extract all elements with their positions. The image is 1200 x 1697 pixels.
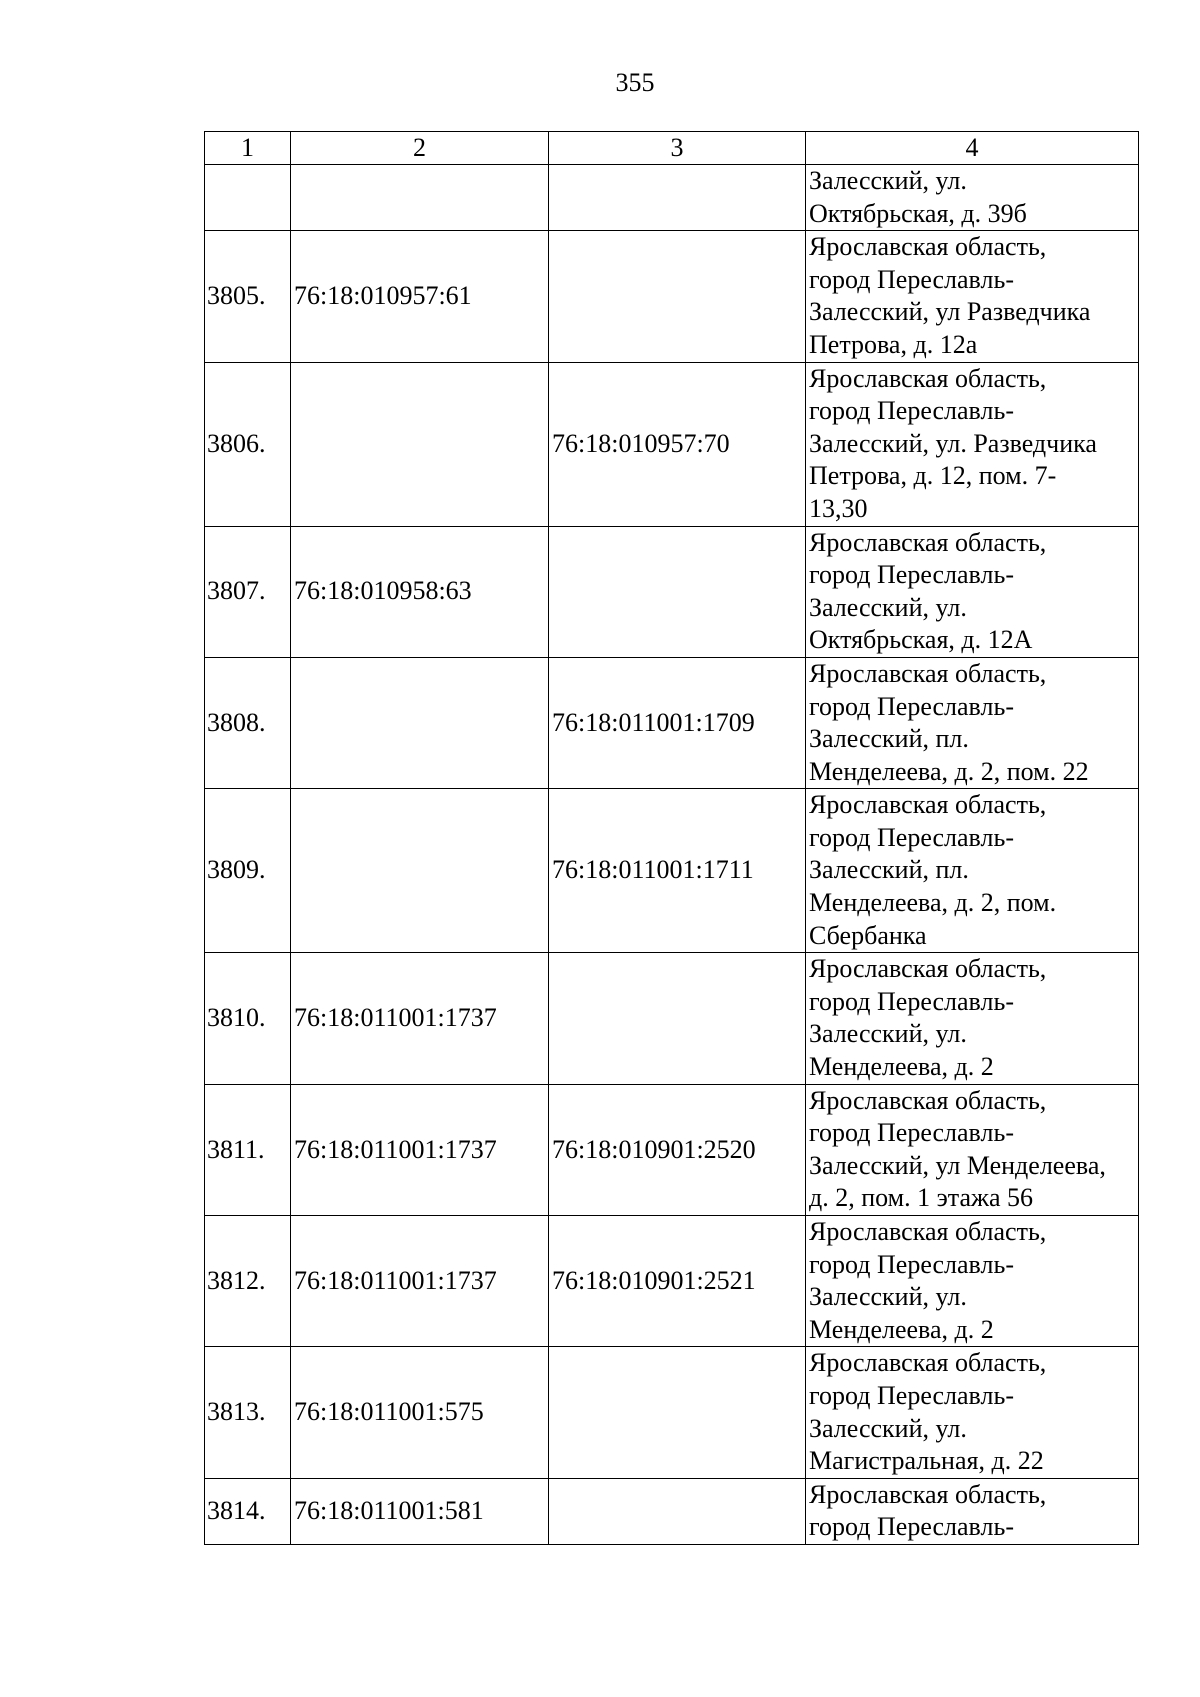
table-row [205, 789, 1139, 953]
address-line: город Переславль- [809, 986, 1014, 1016]
address-line: Ярославская область, [809, 1479, 1047, 1509]
address-line: Ярославская область, [809, 232, 1047, 262]
table-row [205, 657, 1139, 788]
address-line: город Переславль- [809, 1512, 1014, 1542]
table-header-row [205, 132, 1139, 165]
address-line: 13,30 [809, 493, 868, 523]
address-line: Ярославская область, [809, 1348, 1047, 1378]
row-number: 3806. [205, 362, 291, 526]
address-line: Менделеева, д. 2, пом. 22 [809, 756, 1089, 786]
cadastral-number-col2: 76:18:011001:1737 [291, 1216, 549, 1347]
address-line: Ярославская область, [809, 363, 1047, 393]
address-line: Ярославская область, [809, 954, 1047, 984]
cadastral-number-col3: 76:18:011001:1709 [549, 657, 806, 788]
address-line: Залесский, ул. [809, 1019, 967, 1049]
address-line: Менделеева, д. 2 [809, 1052, 994, 1082]
row-number: 3808. [205, 657, 291, 788]
address-line: Ярославская область, [809, 790, 1047, 820]
address-cell [806, 1478, 1139, 1544]
column-header-3: 3 [549, 132, 806, 165]
table-row [205, 526, 1139, 657]
address-line: Октябрьская, д. 39б [809, 198, 1027, 228]
address-line: Ярославская область, [809, 1085, 1047, 1115]
cadastral-number-col2: 76:18:011001:1737 [291, 1084, 549, 1215]
cadastral-number-col2: 76:18:011001:1737 [291, 953, 549, 1084]
table-row [205, 1478, 1139, 1544]
row-number: 3812. [205, 1216, 291, 1347]
row-number: 3805. [205, 231, 291, 362]
address-cell [806, 953, 1139, 1084]
row-number: 3814. [205, 1478, 291, 1544]
column-header-2: 2 [291, 132, 549, 165]
column-header-4: 4 [806, 132, 1139, 165]
cadastral-number-col3 [549, 953, 806, 1084]
table-body [205, 165, 1139, 1545]
address-line: Залесский, ул. [809, 1413, 967, 1443]
address-line: город Переславль- [809, 264, 1014, 294]
cadastral-number-col3 [549, 1478, 806, 1544]
address-cell [806, 165, 1139, 231]
row-number: 3809. [205, 789, 291, 953]
address-cell [806, 526, 1139, 657]
address-line: Менделеева, д. 2, пом. [809, 888, 1057, 918]
address-line: город Переславль- [809, 560, 1014, 590]
cadastral-number-col3 [549, 165, 806, 231]
address-line: Залесский, ул. [809, 166, 967, 195]
address-line: Сбербанка [809, 920, 927, 950]
column-header-1: 1 [205, 132, 291, 165]
address-line: Менделеева, д. 2 [809, 1314, 994, 1344]
address-line: Залесский, пл. [809, 724, 969, 754]
table-row [205, 231, 1139, 362]
address-line: город Переславль- [809, 1118, 1014, 1148]
table-row [205, 953, 1139, 1084]
address-line: Магистральная, д. 22 [809, 1446, 1044, 1476]
address-cell [806, 1347, 1139, 1478]
address-cell [806, 657, 1139, 788]
cadastral-number-col2: 76:18:011001:575 [291, 1347, 549, 1478]
address-line: Залесский, ул Разведчика [809, 297, 1091, 327]
registry-table [204, 131, 1139, 1545]
cadastral-number-col3: 76:18:010901:2520 [549, 1084, 806, 1215]
cadastral-number-col2: 76:18:010958:63 [291, 526, 549, 657]
row-number: 3813. [205, 1347, 291, 1478]
table-row [205, 165, 1139, 231]
address-cell [806, 362, 1139, 526]
cadastral-number-col3: 76:18:011001:1711 [549, 789, 806, 953]
address-line: Ярославская область, [809, 658, 1047, 688]
address-line: д. 2, пом. 1 этажа 56 [809, 1183, 1033, 1213]
table-row [205, 362, 1139, 526]
address-line: город Переславль- [809, 1249, 1014, 1279]
cadastral-number-col3 [549, 1347, 806, 1478]
address-cell [806, 1084, 1139, 1215]
address-line: Ярославская область, [809, 527, 1047, 557]
cadastral-number-col2 [291, 789, 549, 953]
cadastral-number-col2: 76:18:010957:61 [291, 231, 549, 362]
address-cell [806, 1216, 1139, 1347]
address-line: город Переславль- [809, 1380, 1014, 1410]
row-number: 3807. [205, 526, 291, 657]
address-cell [806, 789, 1139, 953]
row-number [205, 165, 291, 231]
address-line: Залесский, ул. [809, 592, 967, 622]
address-line: город Переславль- [809, 691, 1014, 721]
address-line: Ярославская область, [809, 1217, 1047, 1246]
cadastral-number-col2 [291, 657, 549, 788]
address-line: город Переславль- [809, 396, 1014, 426]
address-line: Залесский, ул. [809, 1282, 967, 1312]
address-line: Петрова, д. 12а [809, 329, 978, 359]
cadastral-number-col3: 76:18:010901:2521 [549, 1216, 806, 1347]
table-row [205, 1084, 1139, 1215]
cadastral-number-col3: 76:18:010957:70 [549, 362, 806, 526]
address-line: город Переславль- [809, 822, 1014, 852]
address-line: Октябрьская, д. 12А [809, 625, 1033, 655]
cadastral-number-col3 [549, 231, 806, 362]
address-line: Залесский, ул. Разведчика [809, 428, 1097, 458]
cadastral-number-col2: 76:18:011001:581 [291, 1478, 549, 1544]
address-line: Залесский, ул Менделеева, [809, 1150, 1106, 1180]
row-number: 3810. [205, 953, 291, 1084]
cadastral-number-col3 [549, 526, 806, 657]
address-cell [806, 231, 1139, 362]
address-line: Залесский, пл. [809, 855, 969, 885]
table-row [205, 1216, 1139, 1347]
cadastral-number-col2 [291, 165, 549, 231]
row-number: 3811. [205, 1084, 291, 1215]
cadastral-number-col2 [291, 362, 549, 526]
table-row [205, 1347, 1139, 1478]
page-number: 355 [615, 68, 655, 97]
address-line: Петрова, д. 12, пом. 7- [809, 461, 1057, 491]
